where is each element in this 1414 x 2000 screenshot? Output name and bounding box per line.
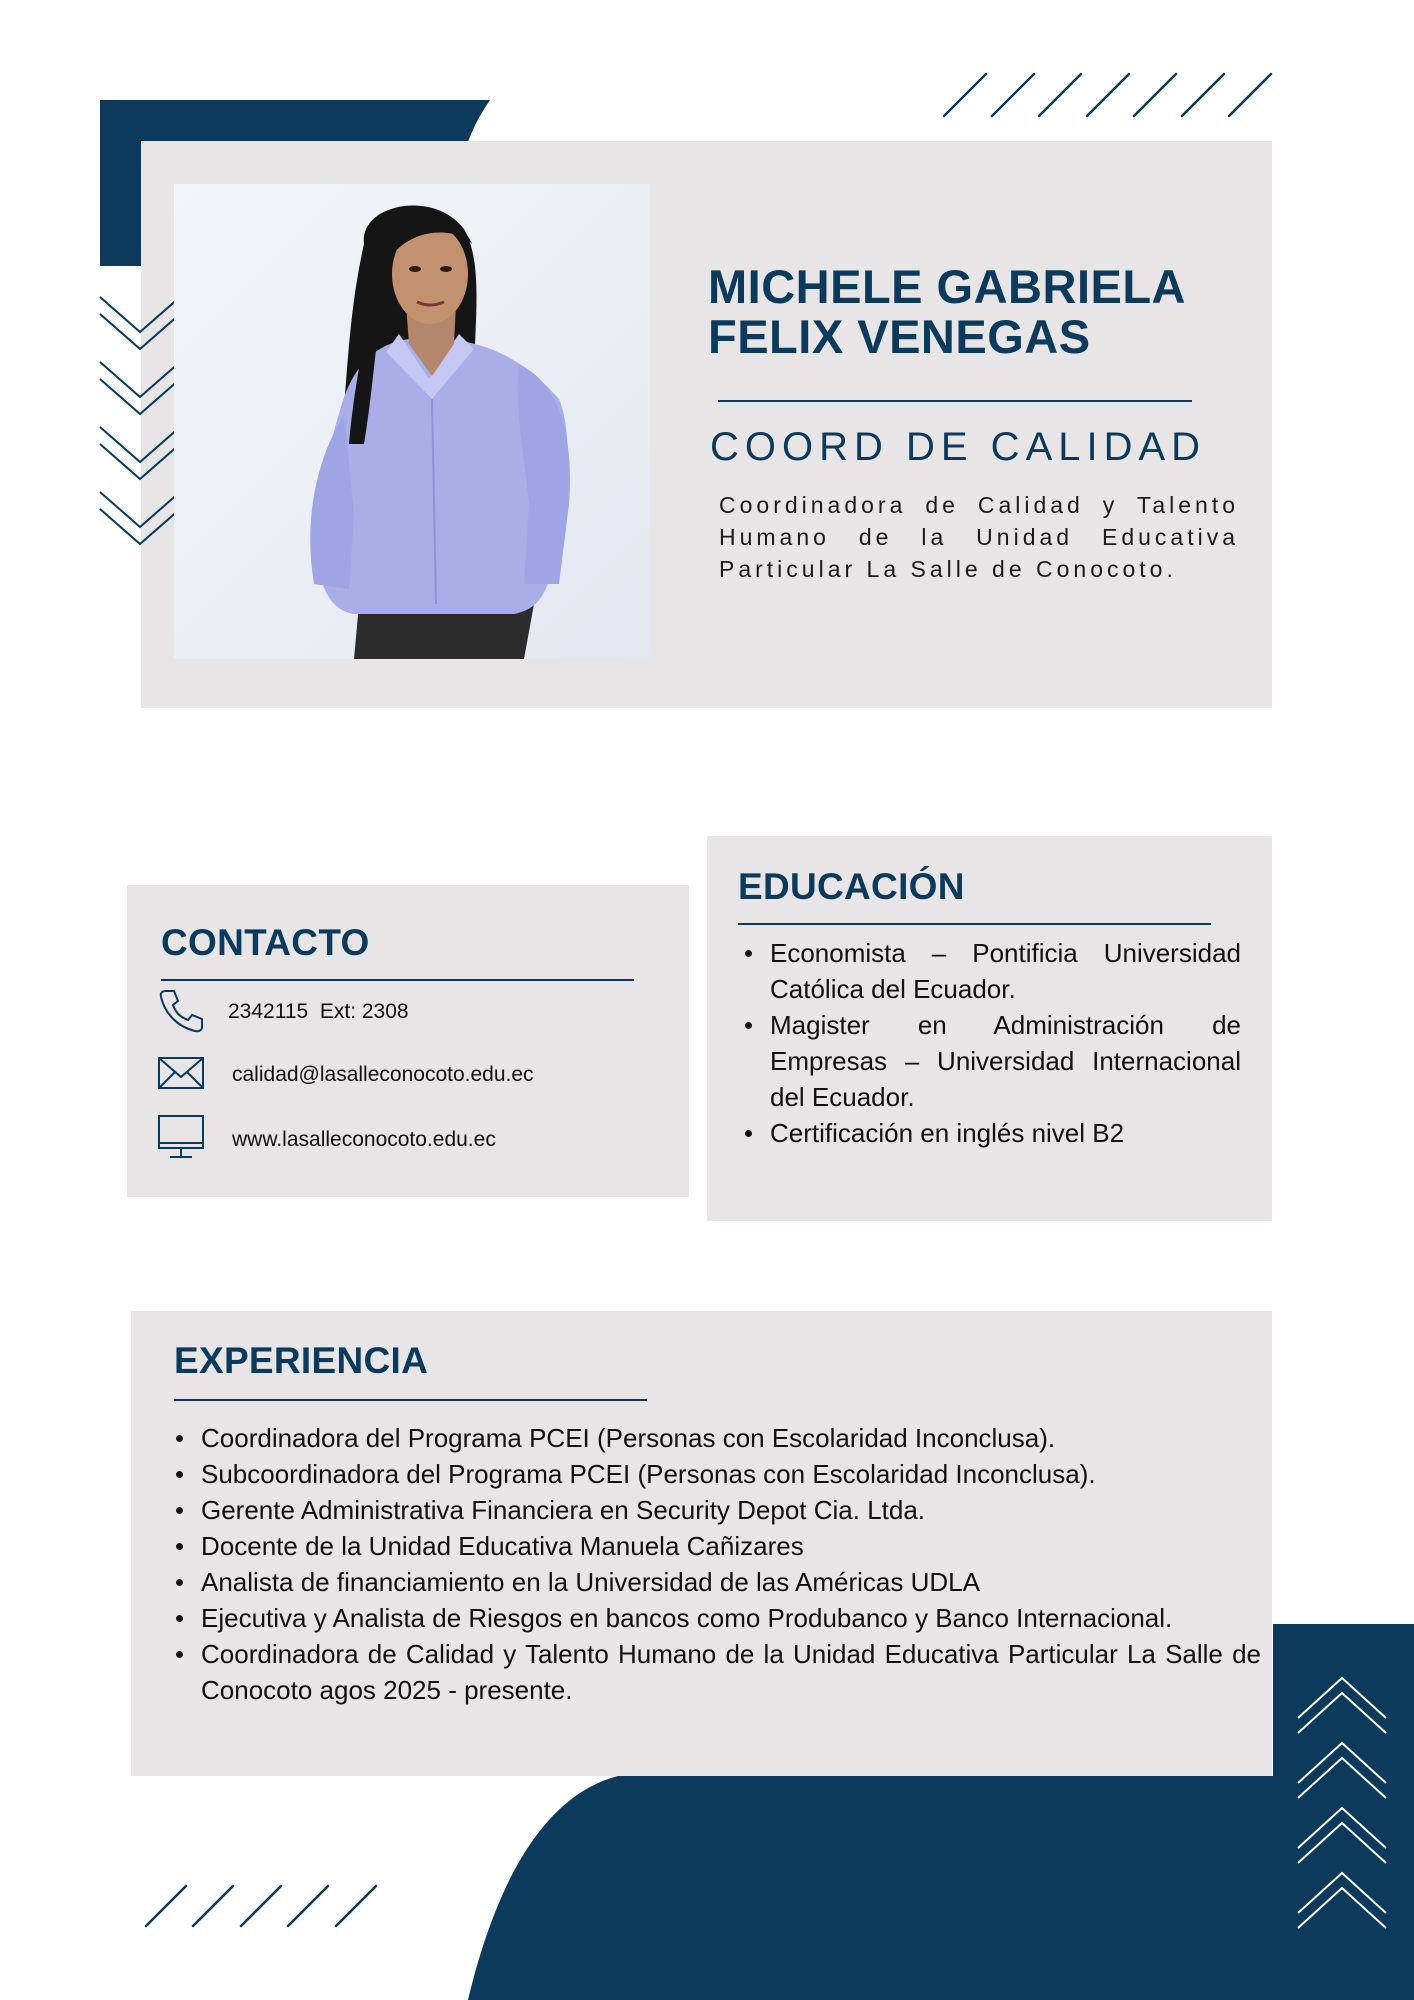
phone-icon	[158, 987, 228, 1038]
name-divider	[718, 400, 1192, 402]
bottom-left-slash-pattern	[142, 1882, 392, 1930]
experience-divider	[174, 1399, 647, 1401]
top-right-slash-pattern	[940, 70, 1280, 120]
profile-summary: Coordinadora de Calidad y Talento Humano de la Unidad Educativa Particular La Salle de Conocoto.	[719, 492, 1239, 582]
experience-item: Coordinadora de Calidad y Talento Humano de la Unidad Educativa Particular La Salle de Conocoto agos 2025 - presente.	[173, 1636, 1261, 1708]
right-chevron-pattern	[1296, 1676, 1388, 1936]
education-list	[742, 935, 1241, 1151]
name-line-2: FELIX VENEGAS	[708, 310, 1091, 363]
experience-item: Docente de la Unidad Educativa Manuela Cañizares	[173, 1528, 1261, 1564]
left-chevron-pattern	[98, 292, 178, 552]
experience-title: EXPERIENCIA	[174, 1340, 429, 1381]
experience-item: Gerente Administrativa Financiera en Security Depot Cia. Ltda.	[173, 1492, 1261, 1528]
education-title: EDUCACIÓN	[738, 866, 965, 907]
contact-divider	[161, 979, 634, 981]
experience-item: Ejecutiva y Analista de Riesgos en bancos como Produbanco y Banco Internacional.	[173, 1600, 1261, 1636]
envelope-icon	[158, 1057, 232, 1094]
job-role: COORD DE CALIDAD	[710, 425, 1207, 469]
education-divider	[738, 923, 1211, 925]
website-text[interactable]: www.lasalleconocoto.edu.ec	[232, 1128, 496, 1151]
monitor-icon	[158, 1114, 232, 1167]
email-text[interactable]: calidad@lasalleconocoto.edu.ec	[232, 1063, 534, 1086]
profile-photo	[174, 184, 650, 659]
education-item: Economista – Pontificia Universidad Católica del Ecuador.	[742, 935, 1241, 1007]
experience-item: Analista de financiamiento en la Universidad de las Américas UDLA	[173, 1564, 1261, 1600]
contact-email	[158, 1057, 534, 1093]
experience-list	[173, 1420, 1261, 1708]
name-line-1: MICHELE GABRIELA	[708, 260, 1186, 313]
education-item: Magister en Administración de Empresas – Universidad Internacional del Ecuador.	[742, 1007, 1241, 1115]
contact-phone	[158, 990, 409, 1034]
contact-website	[158, 1116, 496, 1164]
person-name	[708, 262, 1268, 362]
contact-title: CONTACTO	[161, 922, 370, 963]
experience-item: Coordinadora del Programa PCEI (Personas con Escolaridad Inconclusa).	[173, 1420, 1261, 1456]
experience-item: Subcoordinadora del Programa PCEI (Personas con Escolaridad Inconclusa).	[173, 1456, 1261, 1492]
education-item: Certificación en inglés nivel B2	[742, 1115, 1241, 1151]
phone-text: 2342115 Ext: 2308	[228, 1000, 409, 1023]
